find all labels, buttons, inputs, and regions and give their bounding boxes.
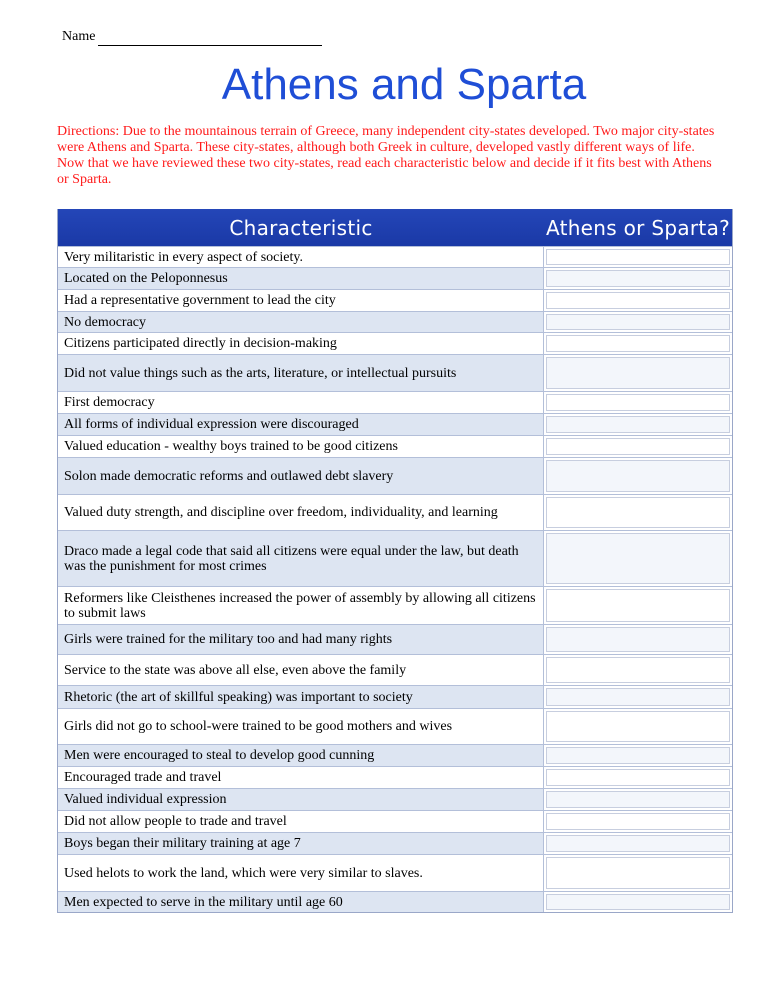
table-row <box>58 311 732 332</box>
answer-input[interactable] <box>546 460 730 492</box>
answer-cell <box>544 436 732 457</box>
answer-cell <box>544 811 732 832</box>
table-row <box>58 624 732 654</box>
answer-input[interactable] <box>546 688 730 706</box>
answer-cell <box>544 625 732 654</box>
answer-cell <box>544 833 732 854</box>
table-row <box>58 267 732 289</box>
characteristic-cell: Very militaristic in every aspect of society. <box>58 247 544 267</box>
table-row <box>58 832 732 854</box>
table-row <box>58 708 732 744</box>
table-row <box>58 766 732 788</box>
table-row <box>58 413 732 435</box>
column-header-characteristic: Characteristic <box>229 215 373 240</box>
answer-input[interactable] <box>546 497 730 528</box>
characteristic-cell: No democracy <box>58 312 544 332</box>
table-row <box>58 810 732 832</box>
answer-cell <box>544 247 732 267</box>
answer-input[interactable] <box>546 835 730 852</box>
table-row <box>58 332 732 354</box>
answer-cell <box>544 355 732 391</box>
table-row <box>58 530 732 586</box>
answer-input[interactable] <box>546 627 730 652</box>
answer-cell <box>544 414 732 435</box>
table-row <box>58 289 732 311</box>
answer-input[interactable] <box>546 394 730 411</box>
directions-text: Directions: Due to the mountainous terrain of Greece, many independent city-states developed. Two major city-states were Athens and Sparta. These city-states, although both Greek in culture, developed vastly different ways of life. Now that we have reviewed these two city-states, read each characteristic below and decide if it fits best with Athens or Sparta. <box>57 124 715 187</box>
characteristic-cell: Draco made a legal code that said all citizens were equal under the law, but death was the punishment for most crimes <box>58 531 544 586</box>
answer-cell <box>544 333 732 354</box>
answer-cell <box>544 531 732 586</box>
table-body <box>58 246 732 912</box>
table-row <box>58 246 732 267</box>
name-label: Name <box>62 29 96 44</box>
answer-cell <box>544 495 732 530</box>
answer-cell <box>544 587 732 624</box>
answer-input[interactable] <box>546 857 730 889</box>
table-header <box>58 209 732 246</box>
table-row <box>58 391 732 413</box>
characteristic-cell: Did not allow people to trade and travel <box>58 811 544 832</box>
characteristics-table <box>57 209 733 913</box>
table-row <box>58 586 732 624</box>
page-title: Athens and Sparta <box>221 60 587 109</box>
table-row <box>58 685 732 708</box>
characteristic-cell: Did not value things such as the arts, literature, or intellectual pursuits <box>58 355 544 391</box>
answer-input[interactable] <box>546 791 730 808</box>
table-row <box>58 435 732 457</box>
characteristic-cell: Used helots to work the land, which were very similar to slaves. <box>58 855 544 891</box>
answer-input[interactable] <box>546 416 730 433</box>
characteristic-cell: Valued duty strength, and discipline over freedom, individuality, and learning <box>58 495 544 530</box>
answer-input[interactable] <box>546 335 730 352</box>
answer-cell <box>544 892 732 912</box>
table-row <box>58 788 732 810</box>
characteristic-cell: Boys began their military training at age 7 <box>58 833 544 854</box>
table-row <box>58 891 732 912</box>
characteristic-cell: Men expected to serve in the military until age 60 <box>58 892 544 912</box>
characteristic-cell: Rhetoric (the art of skillful speaking) was important to society <box>58 686 544 708</box>
characteristic-cell: Valued individual expression <box>58 789 544 810</box>
answer-input[interactable] <box>546 589 730 622</box>
answer-input[interactable] <box>546 747 730 764</box>
characteristic-cell: Valued education - wealthy boys trained to be good citizens <box>58 436 544 457</box>
answer-cell <box>544 789 732 810</box>
answer-cell <box>544 745 732 766</box>
answer-input[interactable] <box>546 769 730 786</box>
answer-cell <box>544 458 732 494</box>
column-header-athens-or-sparta: Athens or Sparta? <box>545 215 731 240</box>
table-row <box>58 744 732 766</box>
answer-cell <box>544 268 732 289</box>
characteristic-cell: Solon made democratic reforms and outlawed debt slavery <box>58 458 544 494</box>
answer-cell <box>544 312 732 332</box>
characteristic-cell: Men were encouraged to steal to develop good cunning <box>58 745 544 766</box>
table-row <box>58 354 732 391</box>
characteristic-cell: Girls did not go to school-were trained to be good mothers and wives <box>58 709 544 744</box>
answer-cell <box>544 686 732 708</box>
name-field[interactable] <box>62 28 322 46</box>
answer-cell <box>544 767 732 788</box>
answer-cell <box>544 392 732 413</box>
characteristic-cell: All forms of individual expression were discouraged <box>58 414 544 435</box>
answer-input[interactable] <box>546 249 730 265</box>
answer-cell <box>544 855 732 891</box>
answer-input[interactable] <box>546 657 730 683</box>
characteristic-cell: Had a representative government to lead the city <box>58 290 544 311</box>
table-row <box>58 494 732 530</box>
characteristic-cell: First democracy <box>58 392 544 413</box>
characteristic-cell: Located on the Peloponnesus <box>58 268 544 289</box>
characteristic-cell: Reformers like Cleisthenes increased the power of assembly by allowing all citizens to submit laws <box>58 587 544 624</box>
answer-cell <box>544 709 732 744</box>
characteristic-cell: Service to the state was above all else, even above the family <box>58 655 544 685</box>
answer-input[interactable] <box>546 711 730 742</box>
name-blank-line[interactable] <box>98 31 322 46</box>
answer-input[interactable] <box>546 270 730 287</box>
answer-input[interactable] <box>546 357 730 389</box>
answer-input[interactable] <box>546 438 730 455</box>
answer-input[interactable] <box>546 894 730 910</box>
characteristic-cell: Girls were trained for the military too and had many rights <box>58 625 544 654</box>
table-row <box>58 654 732 685</box>
answer-cell <box>544 290 732 311</box>
answer-input[interactable] <box>546 314 730 330</box>
answer-input[interactable] <box>546 813 730 830</box>
characteristic-cell: Encouraged trade and travel <box>58 767 544 788</box>
answer-input[interactable] <box>546 533 730 584</box>
answer-input[interactable] <box>546 292 730 309</box>
characteristic-cell: Citizens participated directly in decision-making <box>58 333 544 354</box>
answer-cell <box>544 655 732 685</box>
table-row <box>58 854 732 891</box>
table-row <box>58 457 732 494</box>
